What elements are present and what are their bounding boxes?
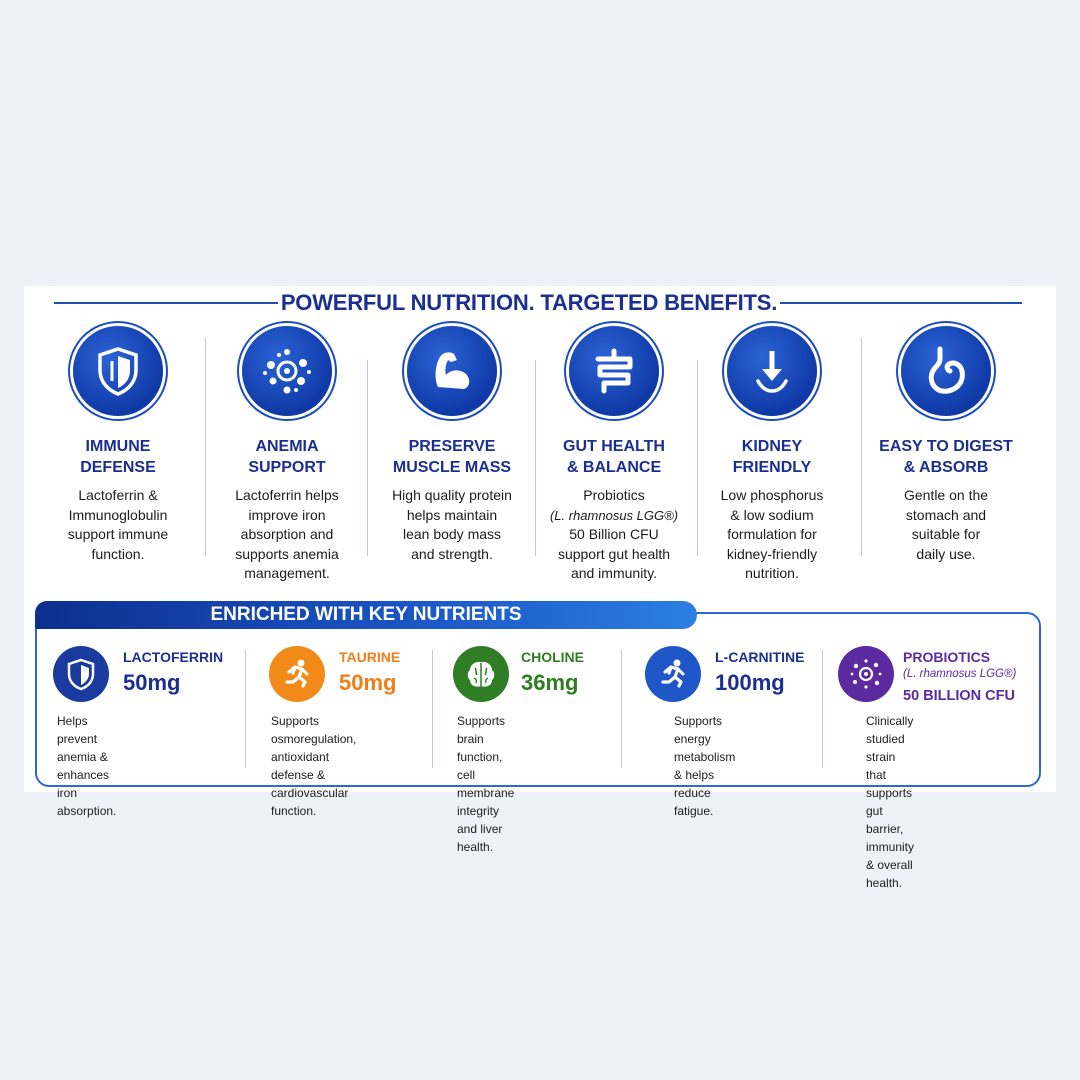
divider (822, 650, 823, 768)
header-rule-right (780, 302, 1022, 304)
benefit-easy-digest (866, 326, 1026, 564)
nutrient-desc: Helps prevent anemia & enhances iron absorption. (57, 714, 117, 818)
benefit-desc-rest: 50 Billion CFU support gut health and immunity. (557, 526, 671, 581)
benefit-kidney-friendly (692, 326, 852, 584)
strain-name: (L. rhamnosus LGG®) (903, 668, 1017, 680)
benefit-preserve-muscle (372, 326, 532, 564)
bacteria-icon (838, 646, 894, 702)
nutrient-desc: Supports brain function, cell membrane integrity and liver health. (457, 714, 515, 854)
benefit-desc: High quality protein helps maintain lean body mass and strength. (392, 487, 512, 562)
benefit-desc: Lactoferrin helps improve iron absorption and supports anemia management. (235, 487, 339, 581)
header-rule-left (54, 302, 278, 304)
benefit-anemia-support (207, 326, 367, 584)
benefit-title: PRESERVE MUSCLE MASS (392, 438, 512, 476)
benefit-desc-line: Probiotics (583, 487, 645, 503)
nutrient-desc: Supports energy metabolism & helps reduce fatigue. (674, 714, 736, 818)
flexed-arm-icon (407, 326, 497, 416)
nutrient-name: CHOLINE (521, 649, 584, 665)
page-title: POWERFUL NUTRITION. TARGETED BENEFITS. (280, 290, 778, 315)
nutrient-desc: Clinically studied strain that supports gut barrier, immunity & overall health. (866, 714, 915, 890)
divider (621, 650, 622, 768)
benefit-title: EASY TO DIGEST & ABSORB (879, 438, 1013, 476)
nutrients-banner: ENRICHED WITH KEY NUTRIENTS (35, 601, 697, 629)
benefit-title: KIDNEY FRIENDLY (732, 438, 812, 476)
shield-icon (73, 326, 163, 416)
shield-icon (53, 646, 109, 702)
benefit-desc: Low phosphorus & low sodium formulation for kidney-friendly nutrition. (720, 487, 824, 581)
benefit-desc: Gentle on the stomach and suitable for daily use. (903, 487, 989, 562)
strain-name: (L. rhamnosus LGG®) (549, 507, 679, 523)
divider (535, 360, 536, 556)
nutrient-amount: 50mg (123, 670, 181, 695)
divider (697, 360, 698, 556)
benefit-desc (534, 486, 694, 584)
divider (245, 650, 246, 768)
nutrient-amount: 50 BILLION CFU (903, 688, 1015, 704)
benefit-title: IMMUNE DEFENSE (80, 438, 156, 476)
benefit-desc: Lactoferrin & Immunoglobulin support immune function. (67, 487, 169, 562)
blood-cells-icon (242, 326, 332, 416)
brain-icon (453, 646, 509, 702)
nutrient-amount: 100mg (715, 670, 785, 695)
nutrient-name: LACTOFERRIN (123, 649, 224, 665)
nutrient-name: L-CARNITINE (715, 649, 805, 665)
benefit-title: ANEMIA SUPPORT (248, 438, 326, 476)
nutrient-name: PROBIOTICS (903, 649, 991, 665)
benefit-title: GUT HEALTH & BALANCE (563, 438, 665, 476)
divider (861, 338, 862, 556)
nutrient-amount: 36mg (521, 670, 579, 695)
nutrient-amount: 50mg (339, 670, 397, 695)
divider (432, 650, 433, 768)
benefit-immune-defense (38, 326, 198, 564)
stomach-icon (901, 326, 991, 416)
divider (205, 338, 206, 556)
intestine-icon (569, 326, 659, 416)
kidney-arrow-icon (727, 326, 817, 416)
benefit-gut-health (534, 326, 694, 584)
runner-icon (645, 646, 701, 702)
runner-icon (269, 646, 325, 702)
divider (367, 360, 368, 556)
nutrient-name: TAURINE (339, 649, 401, 665)
nutrient-desc: Supports osmoregulation, antioxidant defense & cardiovascular function. (271, 714, 357, 818)
